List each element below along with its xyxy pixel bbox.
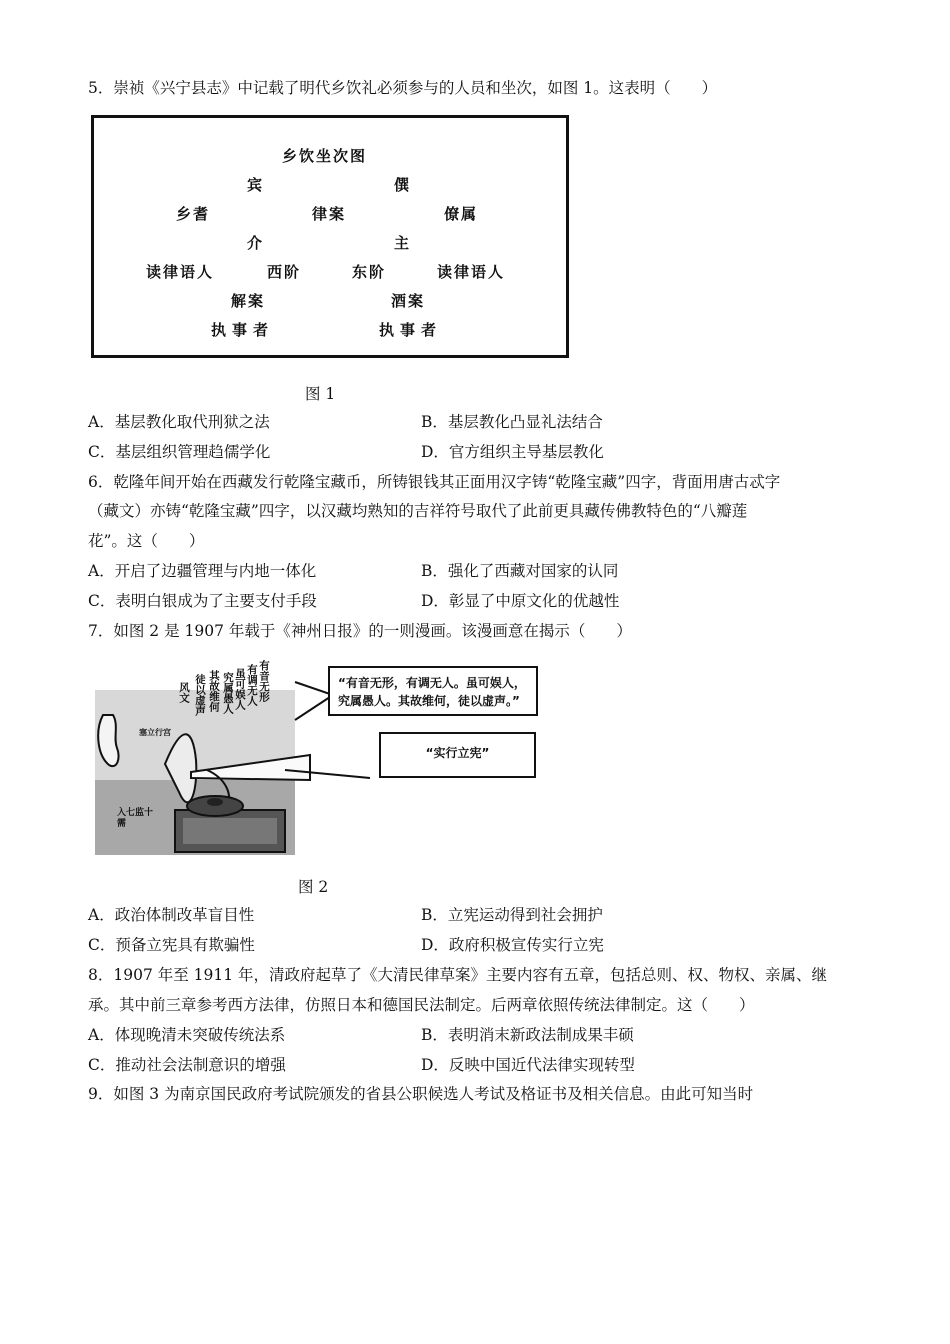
q6-line-3: 花”。这（ ） (88, 532, 205, 550)
seat-dulv-left: 读律语人 (146, 263, 215, 281)
seat-zhishi-left: 执事者 (211, 321, 275, 339)
q6-line-2: （藏文）亦铸“乾隆宝藏”四字，以汉藏均熟知的吉祥符号取代了此前更具藏传佛教特色的“八瓣莲 (88, 502, 748, 520)
seating-chart-title: 乡饮坐次图 (282, 147, 368, 165)
seat-dulv-right: 读律语人 (437, 263, 506, 281)
q6-option-a: A．开启了边疆管理与内地一体化 (88, 562, 317, 580)
seat-zhishi-right: 执事者 (379, 321, 443, 339)
q8-option-d: D．反映中国近代法律实现转型 (421, 1056, 635, 1074)
q5-option-c: C．基层组织管理趋儒学化 (88, 443, 271, 461)
cartoon-verse-4: 究属愚人 (222, 672, 234, 714)
cartoon-verse-3: 虽可娱人 (234, 668, 246, 710)
q7-option-b: B．立宪运动得到社会拥护 (421, 906, 603, 924)
cartoon-verse-5: 其故维何 (208, 670, 220, 712)
seat-jieren: 介 (247, 234, 265, 252)
seat-lvan: 律案 (312, 205, 347, 223)
q8-option-a: A．体现晚清未突破传统法系 (88, 1026, 286, 1044)
seat-zhu: 主 (394, 234, 412, 252)
q8-option-c: C．推动社会法制意识的增强 (88, 1056, 286, 1074)
q6-option-b: B．强化了西藏对国家的认同 (421, 562, 619, 580)
q6-option-c: C．表明白银成为了主要支付手段 (88, 592, 317, 610)
q5-stem: 5．崇祯《兴宁县志》中记载了明代乡饮礼必须参与的人员和坐次，如图 1。这表明（ ） (88, 79, 718, 97)
seat-xijie: 西阶 (267, 263, 302, 281)
cartoon-corner-text: 入七监十需 (117, 808, 154, 829)
cartoon-verse-7: 风文 (178, 682, 190, 703)
q5-option-b: B．基层教化凸显礼法结合 (421, 413, 603, 431)
cartoon-speech-bubble-verse: “有音无形，有调无人。虽可娱人，究属愚人。其故维何，徒以虚声。” (328, 666, 538, 716)
q6-option-d: D．彰显了中原文化的优越性 (421, 592, 620, 610)
seat-xiangzhe: 乡耆 (176, 205, 211, 223)
figure-1-seating-chart (91, 115, 569, 358)
q8-line-2: 承。其中前三章参考西方法律，仿照日本和德国民法制定。后两章依照传统法律制定。这（ ） (88, 996, 755, 1014)
figure-2-caption: 图 2 (298, 878, 329, 896)
q5-option-a: A．基层教化取代刑狱之法 (88, 413, 270, 431)
seat-liaoshu: 僚属 (444, 205, 479, 223)
cartoon-verse-2: 有调无人 (246, 664, 258, 706)
q5-option-d: D．官方组织主导基层教化 (421, 443, 604, 461)
seat-dongjie: 东阶 (352, 263, 387, 281)
seat-jiuan: 酒案 (391, 292, 426, 310)
cartoon-verse-1: 有音无形 (258, 660, 270, 702)
figure-2-cartoon (95, 660, 540, 855)
figure-1-caption: 图 1 (305, 385, 336, 403)
q6-line-1: 6．乾隆年间开始在西藏发行乾隆宝藏币，所铸银钱其正面用汉字铸“乾隆宝藏”四字，背面用唐古忒字 (88, 473, 781, 491)
cartoon-speech-bubble-constitution: “实行立宪” (379, 732, 536, 778)
q7-stem: 7．如图 2 是 1907 年载于《神州日报》的一则漫画。该漫画意在揭示（ ） (88, 622, 632, 640)
cartoon-verse-6: 徒以虚声 (194, 674, 206, 716)
q8-option-b: B．表明消末新政法制成果丰硕 (421, 1026, 634, 1044)
q9-stem: 9．如图 3 为南京国民政府考试院颁发的省县公职候选人考试及格证书及相关信息。由此可知当时 (88, 1085, 754, 1103)
seat-jiean: 解案 (231, 292, 266, 310)
ear-label: 塞立行宫 (139, 728, 171, 737)
seat-bin: 宾 (247, 176, 265, 194)
seat-jie: 僎 (394, 176, 412, 194)
q8-line-1: 8．1907 年至 1911 年，清政府起草了《大清民律草案》主要内容有五章，包括总则、权、物权、亲属、继 (88, 966, 828, 984)
q7-option-a: A．政治体制改革盲目性 (88, 906, 255, 924)
q7-option-d: D．政府积极宣传实行立宪 (421, 936, 604, 954)
q7-option-c: C．预备立宪具有欺骗性 (88, 936, 255, 954)
